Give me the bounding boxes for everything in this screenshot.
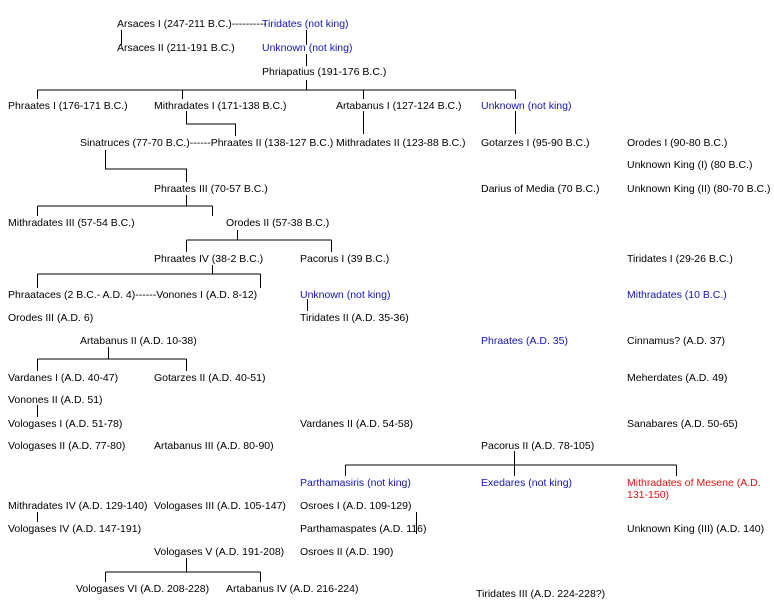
node-vologases-v: Vologases V (A.D. 191-208) xyxy=(154,546,285,558)
node-artabanus-ii: Artabanus II (A.D. 10-38) xyxy=(80,335,197,347)
node-gotarzes-ii: Gotarzes II (A.D. 40-51) xyxy=(154,372,266,384)
dash-link: ------ xyxy=(135,289,157,301)
node-artabanus-iii: Artabanus III (A.D. 80-90) xyxy=(154,440,274,452)
node-artabanus-i: Artabanus I (127-124 B.C.) xyxy=(336,100,462,112)
node-vologases-i: Vologases I (A.D. 51-78) xyxy=(8,418,123,430)
node-artabanus-iv: Artabanus IV (A.D. 216-224) xyxy=(226,583,359,595)
node-mithradates-10bc: Mithradates (10 B.C.) xyxy=(627,289,727,301)
node-arsaces-ii: Arsaces II (211-191 B.C.) xyxy=(117,42,235,54)
node-phraates-i: Phraates I (176-171 B.C.) xyxy=(8,100,128,112)
line-artabanus-ii-children xyxy=(38,347,187,371)
node-phraates-ad35: Phraates (A.D. 35) xyxy=(481,335,568,347)
node-orodes-i: Orodes I (90-80 B.C.) xyxy=(627,137,728,149)
node-phriapatius: Phriapatius (191-176 B.C.) xyxy=(262,66,387,78)
node-parthamaspates: Parthamaspates (A.D. 116) xyxy=(300,523,427,535)
node-meherdates: Meherdates (A.D. 49) xyxy=(627,372,728,384)
node-vardanes-ii: Vardanes II (A.D. 54-58) xyxy=(300,418,414,430)
node-darius-of-media: Darius of Media (70 B.C.) xyxy=(481,183,600,195)
node-mithradates-iii: Mithradates III (57-54 B.C.) xyxy=(8,217,135,229)
node-vologases-vi: Vologases VI (A.D. 208-228) xyxy=(76,583,210,595)
node-phraates-iv: Phraates IV (38-2 B.C.) xyxy=(154,253,264,265)
node-osroes-ii: Osroes II (A.D. 190) xyxy=(300,546,394,558)
node-phraataces: Phraataces (2 B.C.- A.D. 4)------Vonones I (A.D. 8-12) xyxy=(8,289,258,301)
node-cinnamus: Cinnamus? (A.D. 37) xyxy=(627,335,726,347)
node-sanabares: Sanabares (A.D. 50-65) xyxy=(627,418,738,430)
node-unknown-not-king: Unknown (not king) xyxy=(262,42,353,54)
node-osroes-i: Osroes I (A.D. 109-129) xyxy=(300,500,412,512)
node-parthamasiris: Parthamasiris (not king) xyxy=(300,477,411,489)
node-unknown-king-ii: Unknown King (II) (80-70 B.C.) xyxy=(627,183,771,195)
node-mithradates-iv: Mithradates IV (A.D. 129-140) xyxy=(8,500,148,512)
line-mithradates-i-to-phraates-ii xyxy=(187,111,236,136)
node-vologases-ii: Vologases II (A.D. 77-80) xyxy=(8,440,126,452)
line-vologases-v-children xyxy=(106,558,261,582)
line-phriapatius-children xyxy=(38,80,516,99)
node-phraates-iii: Phraates III (70-57 B.C.) xyxy=(154,183,268,195)
node-sinatruces: Sinatruces (77-70 B.C.)------Phraates II (138-127 B.C.) xyxy=(80,137,334,149)
dash-link: ------ xyxy=(189,137,211,149)
node-gotarzes-i: Gotarzes I (95-90 B.C.) xyxy=(481,137,590,149)
node-orodes-iii: Orodes III (A.D. 6) xyxy=(8,312,94,324)
node-mithradates-of-mesene: Mithradates of Mesene (A.D. 131-150) xyxy=(627,477,761,501)
node-unknown-king-i: Unknown King (I) (80 B.C.) xyxy=(627,159,753,171)
node-tiridates-not-king: Tiridates (not king) xyxy=(262,18,349,30)
node-pacorus-ii: Pacorus II (A.D. 78-105) xyxy=(481,440,595,452)
line-phraates-iii-children xyxy=(38,195,213,216)
node-exedares: Exedares (not king) xyxy=(481,477,573,489)
line-pacorus-ii-children xyxy=(346,451,677,476)
node-orodes-ii: Orodes II (57-38 B.C.) xyxy=(226,217,330,229)
dash-link: ---------- xyxy=(231,18,267,30)
node-mithradates-ii: Mithradates II (123-88 B.C.) xyxy=(336,137,466,149)
node-tiridates-i: Tiridates I (29-26 B.C.) xyxy=(627,253,733,265)
node-unknown-not-king: Unknown (not king) xyxy=(481,100,572,112)
node-tiridates-iii: Tiridates III (A.D. 224-228?) xyxy=(476,588,606,600)
line-sinatruces-to-phraates-iii xyxy=(106,150,187,182)
line-orodes-ii-children xyxy=(187,230,332,252)
node-tiridates-ii: Tiridates II (A.D. 35-36) xyxy=(300,312,409,324)
node-pacorus-i: Pacorus I (39 B.C.) xyxy=(300,253,390,265)
node-vardanes-i: Vardanes I (A.D. 40-47) xyxy=(8,372,119,384)
line-phraates-iv-children xyxy=(38,265,261,288)
node-vologases-iii: Vologases III (A.D. 105-147) xyxy=(154,500,286,512)
node-unknown-king-iii: Unknown King (III) (A.D. 140) xyxy=(627,523,765,535)
node-vonones-ii: Vonones II (A.D. 51) xyxy=(8,394,103,406)
node-vologases-iv: Vologases IV (A.D. 147-191) xyxy=(8,523,142,535)
node-arsaces-i: Arsaces I (247-211 B.C.)---------- xyxy=(117,18,267,30)
node-mithradates-i: Mithradates I (171-138 B.C.) xyxy=(154,100,287,112)
node-unknown-not-king: Unknown (not king) xyxy=(300,289,391,301)
